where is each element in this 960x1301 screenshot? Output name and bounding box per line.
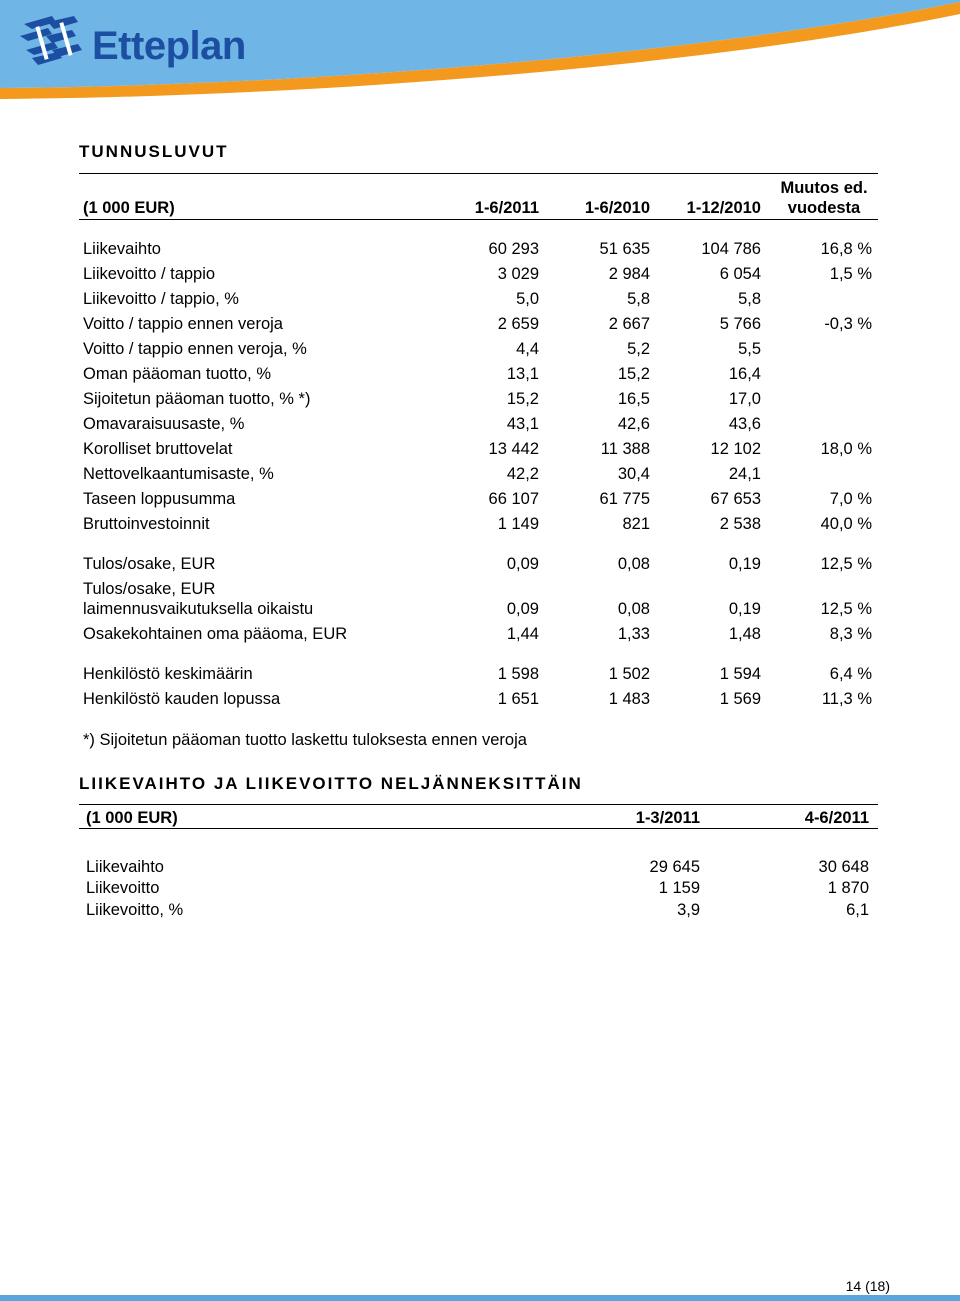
value-1-12-2010: 1 569: [719, 690, 761, 708]
value-1-6-2011: 0,09: [506, 555, 539, 573]
value-change: 12,5 %: [820, 555, 872, 573]
value-1-12-2010: 1 594: [719, 665, 761, 683]
row-label: Tulos/osake, EUR: [83, 555, 216, 573]
value-change: 40,0 %: [820, 515, 872, 533]
kpi-col3-header: 1-12/2010: [686, 199, 761, 217]
row-label: Liikevoitto, %: [86, 901, 184, 919]
row-label: Taseen loppusumma: [83, 490, 236, 508]
value-1-12-2010: 24,1: [728, 465, 761, 483]
row-label: Henkilöstö kauden lopussa: [83, 690, 281, 708]
value-1-6-2010: 61 775: [599, 490, 650, 508]
value-1-6-2011: 3 029: [497, 265, 539, 283]
footer-bar: [0, 1295, 960, 1301]
row-label: Nettovelkaantumisaste, %: [83, 465, 274, 483]
value-1-6-2010: 30,4: [617, 465, 650, 483]
value-1-6-2011: 60 293: [488, 240, 539, 258]
value-1-6-2011: 2 659: [497, 315, 539, 333]
row-label: Sijoitetun pääoman tuotto, % *): [83, 390, 311, 408]
value-4-6-2011: 6,1: [846, 901, 869, 919]
value-1-6-2011: 1 149: [497, 515, 539, 533]
value-change: 1,5 %: [829, 265, 872, 283]
kpi-change-header-line1: Muutos ed.: [780, 179, 868, 197]
value-1-6-2010: 11 388: [600, 440, 650, 458]
page-header: [0, 0, 960, 100]
row-label: Liikevoitto / tappio: [83, 265, 216, 283]
value-1-6-2011: 66 107: [488, 490, 539, 508]
value-change: 11,3 %: [821, 690, 872, 708]
kpi-table-top-rule: [79, 173, 878, 174]
value-1-6-2010: 1 502: [608, 665, 650, 683]
row-label: Liikevaihto: [86, 858, 164, 876]
row-label: Voitto / tappio ennen veroja: [83, 315, 283, 333]
value-1-12-2010: 6 054: [719, 265, 761, 283]
quarterly-table-top-rule: [79, 804, 878, 805]
row-label: Henkilöstö keskimäärin: [83, 665, 253, 683]
row-label: Bruttoinvestoinnit: [83, 515, 210, 533]
row-label: Tulos/osake, EUR: [83, 580, 216, 598]
row-label: Omavaraisuusaste, %: [83, 415, 245, 433]
row-label: Osakekohtainen oma pääoma, EUR: [83, 625, 348, 643]
row-label: Liikevoitto / tappio, %: [83, 290, 239, 308]
kpi-change-header-line2: vuodesta: [787, 199, 861, 217]
value-change: 6,4 %: [829, 665, 872, 683]
value-4-6-2011: 30 648: [818, 858, 869, 876]
value-change: -0,3 %: [824, 315, 872, 333]
value-1-12-2010: 16,4: [728, 365, 761, 383]
value-1-3-2011: 29 645: [649, 858, 700, 876]
row-label-line2: laimennusvaikutuksella oikaistu: [83, 600, 314, 618]
value-change: 12,5 %: [820, 600, 872, 618]
brand-name: Etteplan: [92, 24, 246, 68]
value-1-6-2010: 16,5: [617, 390, 650, 408]
value-4-6-2011: 1 870: [827, 879, 869, 897]
row-label: Liikevaihto: [83, 240, 161, 258]
page-number: 14 (18): [845, 1278, 890, 1294]
value-1-6-2010: 5,8: [627, 290, 650, 308]
value-1-3-2011: 3,9: [677, 901, 700, 919]
value-1-6-2011: 42,2: [506, 465, 539, 483]
etteplan-logo-icon: [18, 14, 88, 74]
value-1-12-2010: 43,6: [728, 415, 761, 433]
value-1-6-2010: 1 483: [608, 690, 650, 708]
quarterly-table-header-rule: [79, 828, 878, 829]
value-1-6-2010: 821: [622, 515, 650, 533]
value-1-6-2010: 51 635: [599, 240, 650, 258]
value-1-6-2010: 1,33: [617, 625, 650, 643]
value-1-6-2011: 0,09: [506, 600, 539, 618]
kpi-table-header-rule: [79, 219, 878, 220]
value-1-12-2010: 67 653: [710, 490, 761, 508]
value-1-6-2010: 15,2: [617, 365, 650, 383]
value-1-6-2010: 2 667: [608, 315, 650, 333]
value-1-6-2011: 4,4: [516, 340, 539, 358]
value-1-12-2010: 104 786: [701, 240, 761, 258]
value-1-12-2010: 2 538: [719, 515, 761, 533]
quarterly-unit-header: (1 000 EUR): [86, 809, 178, 827]
value-1-6-2011: 13,1: [506, 365, 539, 383]
kpi-footnote: *) Sijoitetun pääoman tuotto laskettu tuloksesta ennen veroja: [83, 731, 527, 749]
value-change: 7,0 %: [829, 490, 872, 508]
value-1-12-2010: 0,19: [728, 600, 761, 618]
kpi-change-header: [772, 178, 876, 218]
row-label: Korolliset bruttovelat: [83, 440, 233, 458]
value-1-12-2010: 5,8: [738, 290, 761, 308]
kpi-col2-header: 1-6/2010: [584, 199, 650, 217]
value-1-6-2011: 15,2: [506, 390, 539, 408]
quarterly-q1-header: 1-3/2011: [635, 809, 700, 827]
value-1-12-2010: 17,0: [728, 390, 761, 408]
quarterly-section-title: LIIKEVAIHTO JA LIIKEVOITTO NELJÄNNEKSITTÄIN: [79, 774, 583, 793]
value-1-6-2011: 1 651: [497, 690, 539, 708]
row-label: Voitto / tappio ennen veroja, %: [83, 340, 307, 358]
value-1-12-2010: 5,5: [738, 340, 761, 358]
value-change: 16,8 %: [820, 240, 872, 258]
quarterly-q2-header: 4-6/2011: [804, 809, 869, 827]
value-1-12-2010: 0,19: [728, 555, 761, 573]
value-1-6-2011: 1 598: [497, 665, 539, 683]
value-change: 8,3 %: [829, 625, 872, 643]
value-1-6-2011: 13 442: [488, 440, 539, 458]
value-1-6-2011: 43,1: [506, 415, 539, 433]
kpi-col1-header: 1-6/2011: [474, 199, 539, 217]
value-change: 18,0 %: [820, 440, 872, 458]
value-1-12-2010: 5 766: [719, 315, 761, 333]
kpi-unit-header: (1 000 EUR): [83, 199, 175, 217]
value-1-12-2010: 1,48: [728, 625, 761, 643]
row-label: Oman pääoman tuotto, %: [83, 365, 272, 383]
value-1-6-2011: 5,0: [516, 290, 539, 308]
value-1-6-2010: 5,2: [627, 340, 650, 358]
value-1-3-2011: 1 159: [658, 879, 700, 897]
value-1-6-2010: 0,08: [617, 600, 650, 618]
value-1-6-2010: 0,08: [617, 555, 650, 573]
value-1-6-2010: 2 984: [608, 265, 650, 283]
row-label: Liikevoitto: [86, 879, 160, 897]
value-1-6-2010: 42,6: [617, 415, 650, 433]
value-1-12-2010: 12 102: [710, 440, 761, 458]
value-1-6-2011: 1,44: [506, 625, 539, 643]
kpi-section-title: TUNNUSLUVUT: [79, 142, 229, 161]
